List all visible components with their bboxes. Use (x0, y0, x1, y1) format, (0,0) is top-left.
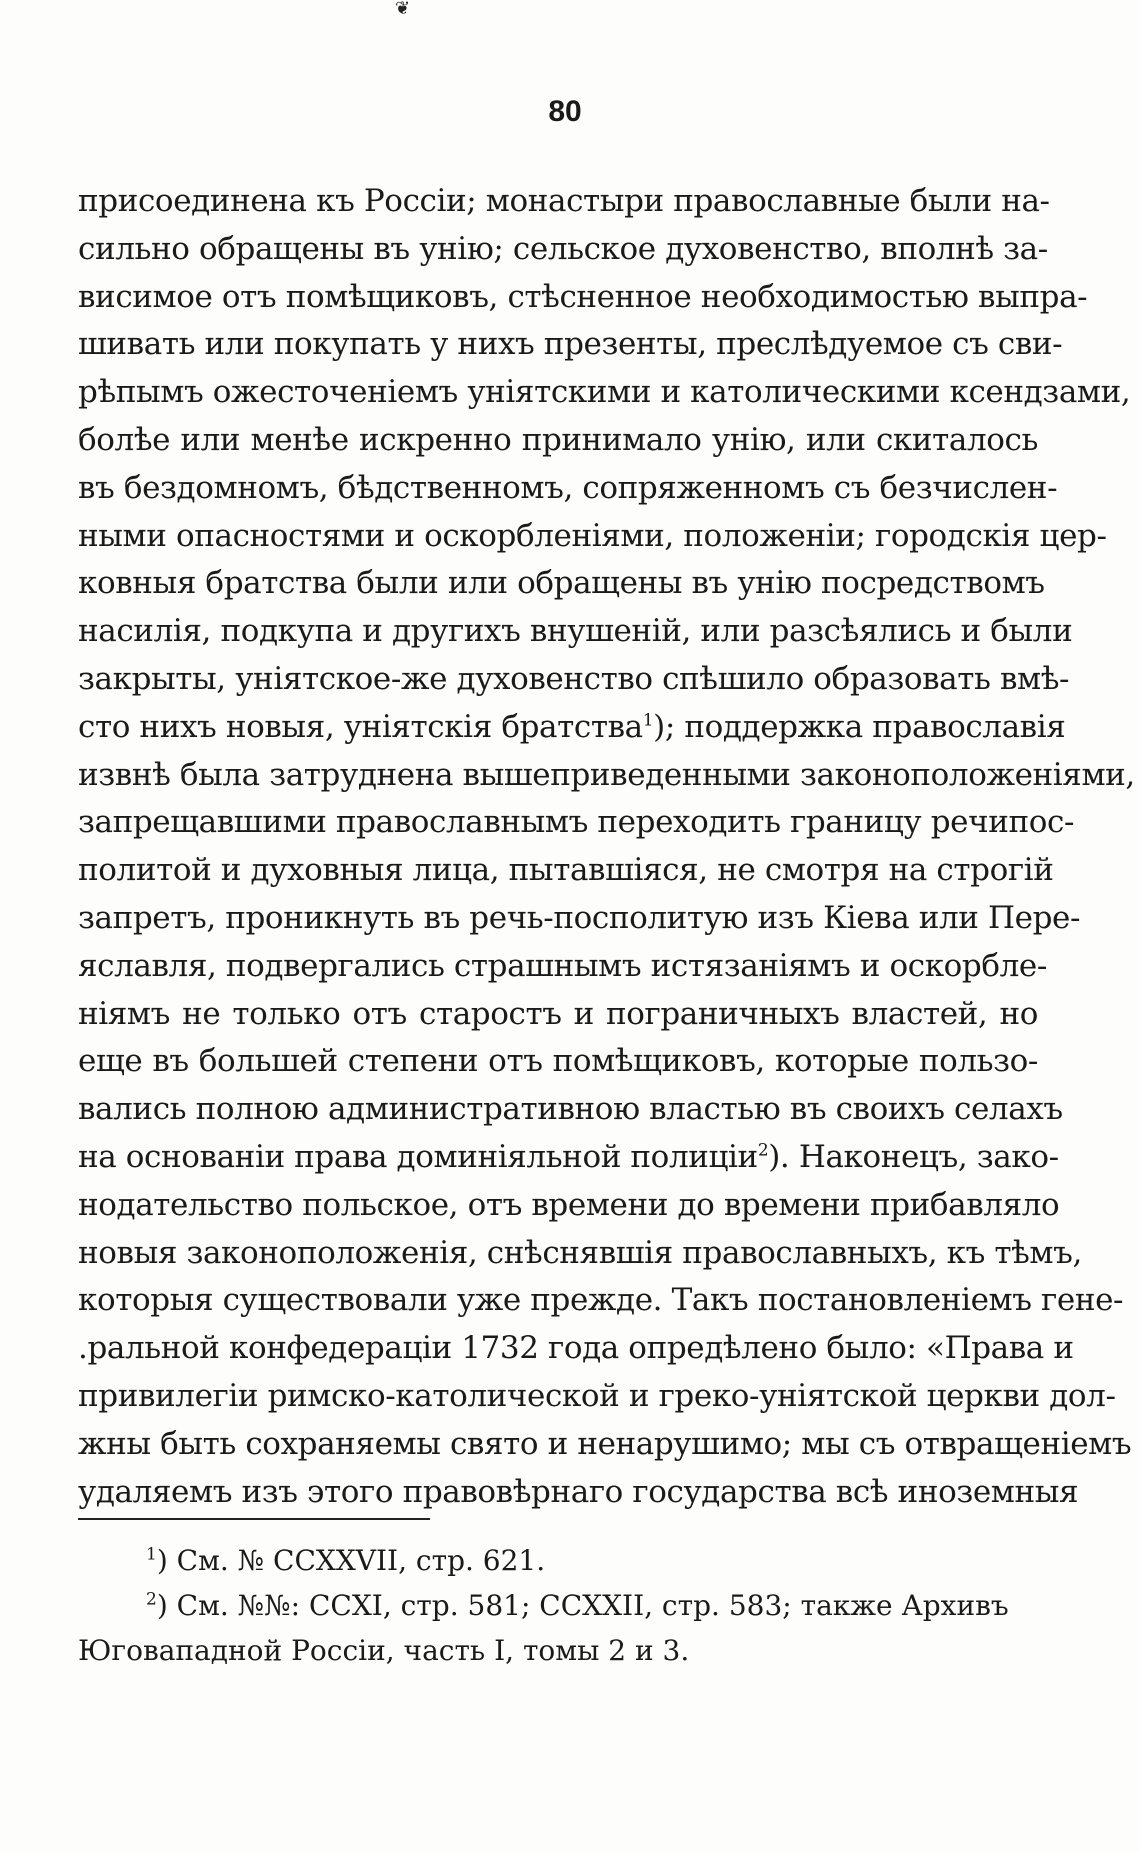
text-line: которыя существовали уже прежде. Такъ постановленіемъ гене- (78, 1282, 1124, 1319)
text-segment: ); поддержка православія (653, 708, 1066, 745)
ornament-mark: ❦ (395, 0, 411, 19)
text-line: ковныя братства были или обращены въ унію посредствомъ (78, 565, 1045, 602)
footnote-ref-1: 1 (642, 710, 654, 731)
page-number: 80 (548, 95, 582, 128)
text-line: запретъ, проникнуть въ речь-посполитую изъ Кіева или Пере- (78, 899, 1081, 936)
text-line: привилегіи римско-католической и греко-уніятской церкви дол- (78, 1377, 1116, 1414)
text-segment: на основаніи права доминіяльной полиціи (78, 1138, 758, 1175)
text-line: рѣпымъ ожесточеніемъ уніятскими и католическими ксендзами, (78, 374, 1131, 411)
text-line: въ бездомномъ, бѣдственномъ, сопряженномъ съ безчислен- (78, 469, 1058, 506)
text-line: новыя законоположенія, снѣснявшія православныхъ, къ тѣмъ, (78, 1234, 1082, 1271)
text-segment: ). Наконецъ, зако- (768, 1138, 1059, 1175)
text-line: закрыты, уніятское-же духовенство спѣшило образовать вмѣ- (78, 660, 1070, 697)
text-line: жны быть сохраняемы свято и ненарушимо; мы съ отвращеніемъ (78, 1425, 1132, 1462)
text-line: болѣе или менѣе искренно принимало унію, или скиталось (78, 421, 1038, 458)
text-line: политой и духовныя лица, пытавшіяся, не смотря на строгій (78, 852, 1054, 889)
text-line: присоединена къ Россіи; монастыри православные были на- (78, 183, 1050, 219)
footnote-1 (78, 1538, 1038, 1583)
text-line: насилія, подкупа и другихъ внушеній, или разсѣялись и были (78, 613, 1073, 650)
footnote-number: 2 (146, 1589, 157, 1610)
footnote-text: ) См. №№: CCXI, стр. 581; CCXXII, стр. 583; также Архивъ (156, 1589, 1009, 1622)
text-line: удаляемъ изъ этого правовѣрнаго государства всѣ иноземныя (78, 1473, 1079, 1510)
text-line: вались полною административною властью въ своихъ селахъ (78, 1091, 1063, 1128)
footnote-text: ) См. № CCXXVII, стр. 621. (156, 1544, 546, 1577)
text-line: извнѣ была затруднена вышеприведенными законоположеніями, (78, 756, 1135, 793)
text-line: сильно обращены въ унію; сельское духовенство, вполнѣ за- (78, 230, 1048, 267)
text-line: .ральной конфедераціи 1732 года опредѣлено было: «Права и (78, 1330, 1074, 1367)
footnote-divider (78, 1518, 430, 1520)
text-line-with-footnote-ref (78, 1134, 1059, 1182)
text-line: запрещавшими православнымъ переходить границу речипос- (78, 804, 1075, 841)
text-line-with-footnote-ref (78, 704, 1066, 752)
footnote-2-continuation: Юговападной Россіи, часть I, томы 2 и 3. (78, 1634, 690, 1667)
footnote-2 (78, 1583, 1038, 1628)
text-line: ніямъ не только отъ старостъ и пограничныхъ властей, но (78, 995, 1038, 1032)
footnote-number: 1 (146, 1544, 157, 1565)
text-line: ными опасностями и оскорбленіями, положеніи; городскія цер- (78, 517, 1107, 554)
body-text (78, 178, 1135, 1516)
text-segment: сто нихъ новыя, уніятскія братства (78, 708, 643, 745)
text-line: яславля, подвергались страшнымъ истязаніямъ и оскорбле- (78, 947, 1047, 984)
footnote-ref-2: 2 (757, 1140, 769, 1161)
text-line: шивать или покупать у нихъ презенты, преслѣдуемое съ сви- (78, 326, 1063, 363)
text-line: висимое отъ помѣщиковъ, стѣсненное необходимостью выпра- (78, 278, 1088, 315)
text-line: нодательство польское, отъ времени до времени прибавляло (78, 1186, 1060, 1223)
footnotes (78, 1538, 1038, 1673)
text-line: еще въ большей степени отъ помѣщиковъ, которые пользо- (78, 1043, 1038, 1080)
